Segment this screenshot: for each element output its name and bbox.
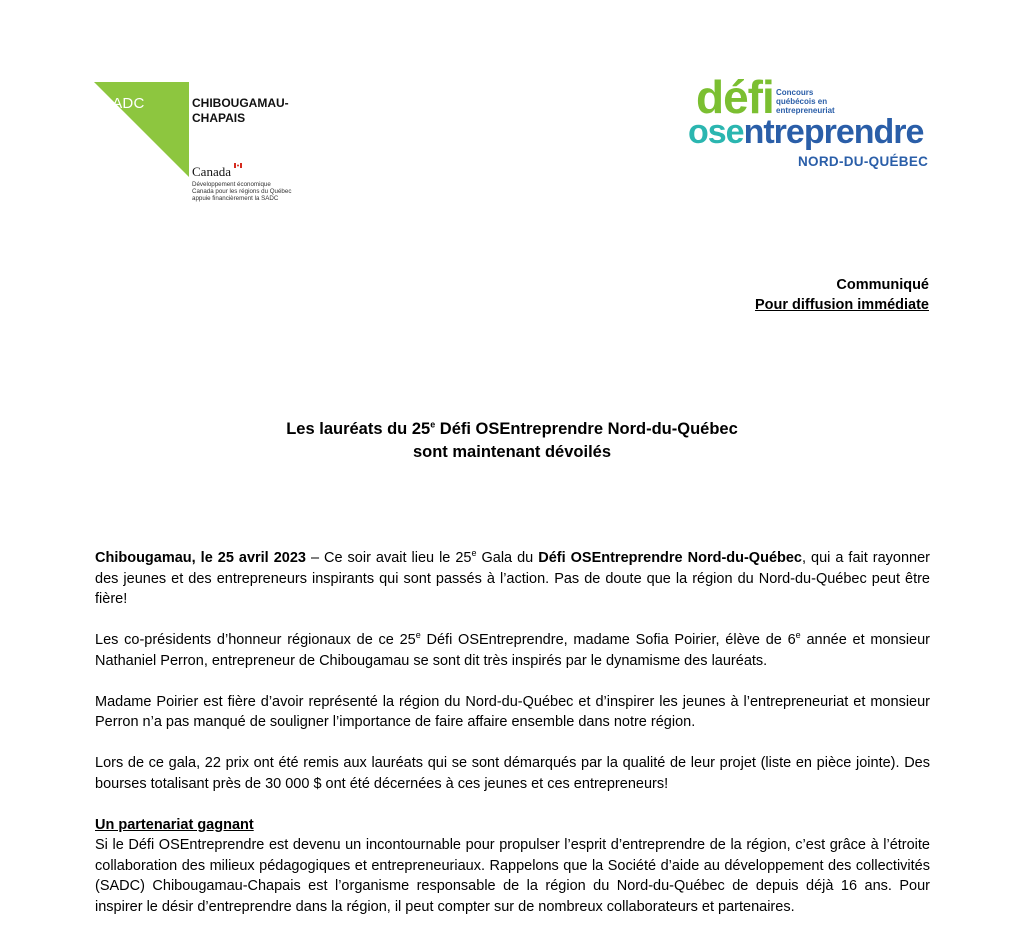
sadc-mark: SADC	[102, 95, 145, 112]
canada-flag-icon	[234, 163, 242, 168]
diffusion-label: Pour diffusion immédiate	[754, 297, 929, 313]
page-title	[0, 418, 1024, 464]
canada-wordmark: Canada	[192, 164, 231, 179]
osentreprendre-wordmark: osentreprendre	[688, 113, 924, 151]
defi-wordmark: défi	[696, 71, 774, 123]
title-line-2: sont maintenant dévoilés	[412, 443, 612, 461]
funding-notice: Développement économique Canada pour les régions du Québec appuie financièrement la SADC	[192, 181, 292, 202]
section-heading: Un partenariat gagnant	[95, 816, 254, 833]
paragraph-2: Les co-présidents d’honneur régionaux de ce 25e Défi OSEntreprendre, madame Sofia Poirier, élève de 6e année et monsieur Nathaniel Perron, entrepreneur de Chibougamau se sont dit très inspirés par le dynamisme des lauréats.	[95, 630, 931, 669]
communique-label: Communiqué	[836, 277, 929, 293]
paragraph-1: Chibougamau, le 25 avril 2023 – Ce soir avait lieu le 25e Gala du Défi OSEntreprendre Nord-du-Québec, qui a fait rayonner des jeunes et des entrepreneurs inspirants qui sont passés à l’action. Pas de doute que la région du Nord-du-Québec peut être fière!	[95, 548, 930, 607]
sadc-logo	[94, 82, 314, 212]
release-body	[95, 548, 930, 938]
defi-tagline: Concours québécois en entrepreneuriat	[776, 88, 835, 115]
paragraph-4: Lors de ce gala, 22 prix ont été remis aux lauréats qui se sont démarqués par la qualité de leur projet (liste en pièce jointe). Des bourses totalisant près de 30 000 $ ont été décernées à ces jeunes et ces entrepreneurs!	[95, 755, 930, 792]
sadc-name: CHIBOUGAMAU- CHAPAIS	[192, 96, 289, 125]
paragraph-3: Madame Poirier est fière d’avoir représenté la région du Nord-du-Québec et d’inspirer les jeunes à l’entrepreneuriat et monsieur Perron n’a pas manqué de souligner l’importance de faire affaire ensemble dans notre région.	[95, 693, 930, 730]
defi-osentreprendre-logo	[688, 71, 938, 174]
release-header	[755, 275, 929, 315]
defi-region: NORD-DU-QUÉBEC	[798, 154, 929, 169]
paragraph-5: Si le Défi OSEntreprendre est devenu un incontournable pour propulser l’esprit d’entreprendre de la région, c’est grâce à l’étroite collaboration des milieux pédagogiques et entrepreneuriaux. Rappelons que la Société d’aide au développement des collectivités (SADC) Chibougamau-Chapais est l’organisme responsable de la région du Nord-du-Québec de depuis déjà 16 ans. Pour inspirer le désir d’entreprendre dans la région, il peut compter sur de nombreux collaborateurs et partenaires.	[95, 837, 930, 915]
title-line-1: Les lauréats du 25e Défi OSEntreprendre Nord-du-Québec	[286, 419, 738, 438]
